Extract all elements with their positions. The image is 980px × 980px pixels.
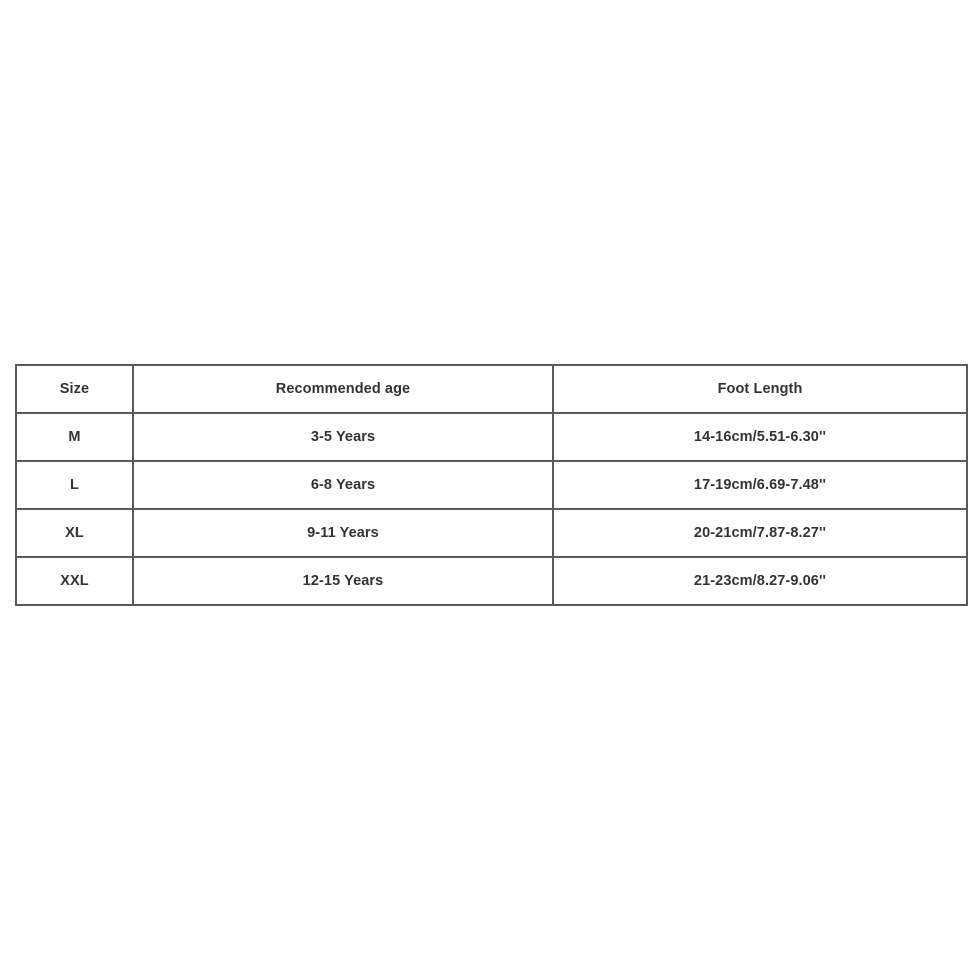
- table-row: [16, 509, 967, 557]
- cell-foot-length: 17-19cm/6.69-7.48'': [553, 461, 967, 509]
- cell-foot-length: 21-23cm/8.27-9.06'': [553, 557, 967, 605]
- cell-recommended-age: 3-5 Years: [133, 413, 553, 461]
- cell-size: M: [16, 413, 133, 461]
- cell-size: XL: [16, 509, 133, 557]
- cell-recommended-age: 9-11 Years: [133, 509, 553, 557]
- cell-recommended-age: 6-8 Years: [133, 461, 553, 509]
- cell-size: XXL: [16, 557, 133, 605]
- cell-size: L: [16, 461, 133, 509]
- cell-foot-length: 20-21cm/7.87-8.27'': [553, 509, 967, 557]
- table-header-row: [16, 365, 967, 413]
- table-row: [16, 413, 967, 461]
- table-row: [16, 557, 967, 605]
- size-chart-table: [15, 364, 968, 606]
- table-row: [16, 461, 967, 509]
- header-foot-length: Foot Length: [553, 365, 967, 413]
- cell-foot-length: 14-16cm/5.51-6.30'': [553, 413, 967, 461]
- header-size: Size: [16, 365, 133, 413]
- cell-recommended-age: 12-15 Years: [133, 557, 553, 605]
- header-recommended-age: Recommended age: [133, 365, 553, 413]
- size-chart: [15, 364, 966, 606]
